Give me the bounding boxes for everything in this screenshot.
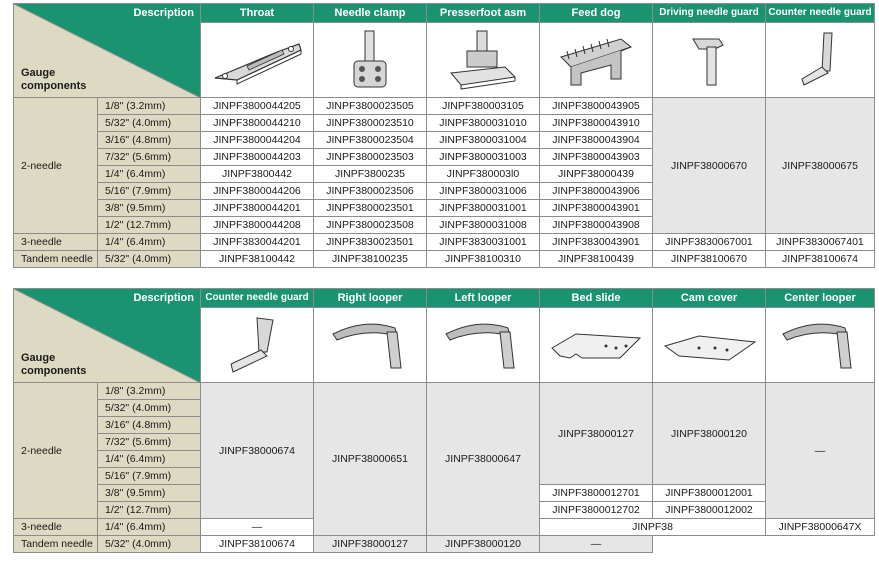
table-corner-header	[14, 4, 201, 98]
table-row	[14, 383, 875, 400]
size-label: 1/4" (6.4mm)	[98, 166, 201, 183]
size-label: 5/32" (4.0mm)	[98, 251, 201, 268]
column-header-driving-needle-guard: Driving needle guard	[653, 4, 766, 23]
right-looper-image	[314, 308, 427, 383]
column-header-counter-needle-guard: Counter needle guard	[766, 4, 875, 23]
description-label: Description	[133, 7, 194, 19]
gauge-components-label: Gauge components	[21, 352, 87, 377]
size-label: 3/16" (4.8mm)	[98, 132, 201, 149]
feed-dog-code: JINPF3800043910	[540, 115, 653, 132]
counter-needle-guard-image	[766, 23, 875, 98]
throat-code: JINPF3800044206	[201, 183, 314, 200]
size-label: 5/32" (4.0mm)	[98, 536, 201, 553]
presserfoot-icon	[443, 27, 523, 93]
needle-clamp-code: JINPF38100235	[314, 251, 427, 268]
needle-clamp-image	[314, 23, 427, 98]
presserfoot-code: JINPF3830031001	[427, 234, 540, 251]
table-row	[14, 251, 875, 268]
needle-clamp-icon	[340, 27, 400, 93]
feed-dog-code: JINPF38000439	[540, 166, 653, 183]
size-label: 1/8" (3.2mm)	[98, 98, 201, 115]
bed-slide-code: JINPF3800012702	[540, 502, 653, 519]
group-label-3-needle: 3-needle	[14, 234, 98, 251]
driving-needle-guard-code: JINPF38100670	[653, 251, 766, 268]
size-label: 1/8" (3.2mm)	[98, 383, 201, 400]
size-label: 1/4" (6.4mm)	[98, 451, 201, 468]
counter-needle-guard-image	[201, 308, 314, 383]
throat-code: JINPF3800044210	[201, 115, 314, 132]
presserfoot-code: JINPF3800031010	[427, 115, 540, 132]
center-looper-code: JINPF38000647X	[766, 519, 875, 536]
column-header-left-looper: Left looper	[427, 289, 540, 308]
cam-cover-code: JINPF3800012001	[653, 485, 766, 502]
feed-dog-image	[540, 23, 653, 98]
column-header-feed-dog: Feed dog	[540, 4, 653, 23]
table-corner-header	[14, 289, 201, 383]
center-looper-icon	[775, 312, 865, 378]
driving-needle-guard-code: JINPF38000670	[653, 98, 766, 234]
presserfoot-code: JINPF3800031001	[427, 200, 540, 217]
driving-needle-guard-icon	[679, 27, 739, 93]
counter-needle-guard-code: JINPF38000675	[766, 98, 875, 234]
size-label: 3/8" (9.5mm)	[98, 485, 201, 502]
counter-needle-guard-code: JINPF38100674	[766, 251, 875, 268]
presserfoot-image	[427, 23, 540, 98]
gauge-table-2	[13, 288, 875, 553]
counter-needle-guard-code: JINPF38000674	[201, 383, 314, 519]
size-label: 7/32" (5.6mm)	[98, 149, 201, 166]
needle-clamp-code: JINPF3800023505	[314, 98, 427, 115]
throat-plate-icon	[207, 30, 307, 90]
left-looper-image	[427, 308, 540, 383]
left-looper-icon	[438, 312, 528, 378]
size-label: 5/32" (4.0mm)	[98, 400, 201, 417]
column-header-center-looper: Center looper	[766, 289, 875, 308]
cam-cover-image	[653, 308, 766, 383]
size-label: 5/16" (7.9mm)	[98, 468, 201, 485]
throat-code: JINPF3800044208	[201, 217, 314, 234]
size-label: 1/2" (12.7mm)	[98, 217, 201, 234]
presserfoot-code: JINPF3800031008	[427, 217, 540, 234]
size-label: 5/16" (7.9mm)	[98, 183, 201, 200]
needle-clamp-code: JINPF3830023501	[314, 234, 427, 251]
feed-dog-code: JINPF3800043905	[540, 98, 653, 115]
throat-code: JINPF3830044201	[201, 234, 314, 251]
center-looper-code: —	[540, 536, 653, 553]
right-looper-code: JINPF38000651	[314, 383, 427, 536]
column-header-throat: Throat	[201, 4, 314, 23]
table-row	[14, 536, 875, 553]
feed-dog-icon	[551, 27, 641, 93]
group-label-tandem-needle: Tandem needle	[14, 536, 98, 553]
driving-needle-guard-code: JINPF3830067001	[653, 234, 766, 251]
size-label: 1/4" (6.4mm)	[98, 234, 201, 251]
description-label: Description	[133, 292, 194, 304]
throat-code: JINPF3800044203	[201, 149, 314, 166]
cam-cover-code: JINPF38000120	[427, 536, 540, 553]
needle-clamp-code: JINPF3800023503	[314, 149, 427, 166]
gauge-components-label: Gauge components	[21, 67, 87, 92]
counter-needle-guard-code: —	[201, 519, 314, 536]
feed-dog-code: JINPF3800043903	[540, 149, 653, 166]
feed-dog-code: JINPF3800043901	[540, 200, 653, 217]
right-looper-icon	[325, 312, 415, 378]
feed-dog-code: JINPF38100439	[540, 251, 653, 268]
presserfoot-code: JINPF380003l0	[427, 166, 540, 183]
feed-dog-code: JINPF3800043904	[540, 132, 653, 149]
feed-dog-code: JINPF3800043908	[540, 217, 653, 234]
needle-clamp-code: JINPF3800023510	[314, 115, 427, 132]
presserfoot-code: JINPF380003105	[427, 98, 540, 115]
presserfoot-code: JINPF38100310	[427, 251, 540, 268]
feed-dog-code: JINPF3830043901	[540, 234, 653, 251]
size-label: 3/16" (4.8mm)	[98, 417, 201, 434]
size-label: 1/2" (12.7mm)	[98, 502, 201, 519]
group-label-tandem-needle: Tandem needle	[14, 251, 98, 268]
bed-slide-icon	[546, 312, 646, 378]
size-label: 7/32" (5.6mm)	[98, 434, 201, 451]
table-row	[14, 98, 875, 115]
throat-code: JINPF38100442	[201, 251, 314, 268]
needle-clamp-code: JINPF3800235	[314, 166, 427, 183]
cam-cover-code: JINPF3800012002	[653, 502, 766, 519]
center-looper-code: —	[766, 383, 875, 519]
counter-needle-guard-icon	[217, 312, 297, 378]
table-row	[14, 234, 875, 251]
needle-clamp-code: JINPF3800023504	[314, 132, 427, 149]
column-header-needle-clamp: Needle clamp	[314, 4, 427, 23]
size-label: 3/8" (9.5mm)	[98, 200, 201, 217]
cam-cover-code: JINPF38000120	[653, 383, 766, 485]
size-label: 1/4" (6.4mm)	[98, 519, 201, 536]
feed-dog-code: JINPF3800043906	[540, 183, 653, 200]
bed-slide-code: JINPF3800012701	[540, 485, 653, 502]
throat-code: JINPF3800044205	[201, 98, 314, 115]
needle-clamp-code: JINPF3800023506	[314, 183, 427, 200]
needle-clamp-code: JINPF3800023501	[314, 200, 427, 217]
counter-needle-guard-icon	[790, 27, 850, 93]
needle-clamp-code: JINPF3800023508	[314, 217, 427, 234]
size-label: 5/32" (4.0mm)	[98, 115, 201, 132]
bed-slide-image	[540, 308, 653, 383]
group-label-2-needle: 2-needle	[14, 98, 98, 234]
bed-slide-code: JINPF38000127	[540, 383, 653, 485]
throat-code: JINPF3800044204	[201, 132, 314, 149]
column-header-presserfoot: Presserfoot asm	[427, 4, 540, 23]
group-label-3-needle: 3-needle	[14, 519, 98, 536]
driving-needle-guard-image	[653, 23, 766, 98]
center-looper-image	[766, 308, 875, 383]
column-header-cam-cover: Cam cover	[653, 289, 766, 308]
column-header-right-looper: Right looper	[314, 289, 427, 308]
left-looper-code: JINPF38000647	[427, 383, 540, 536]
bed-slide-cam-cover-code: JINPF38	[540, 519, 766, 536]
counter-needle-guard-code: JINPF38100674	[201, 536, 314, 553]
group-label-2-needle: 2-needle	[14, 383, 98, 519]
throat-code: JINPF3800442	[201, 166, 314, 183]
presserfoot-code: JINPF3800031003	[427, 149, 540, 166]
gauge-table-1	[13, 3, 875, 268]
presserfoot-code: JINPF3800031006	[427, 183, 540, 200]
throat-code: JINPF3800044201	[201, 200, 314, 217]
bed-slide-code: JINPF38000127	[314, 536, 427, 553]
presserfoot-code: JINPF3800031004	[427, 132, 540, 149]
throat-image	[201, 23, 314, 98]
counter-needle-guard-code: JINPF3830067401	[766, 234, 875, 251]
cam-cover-icon	[659, 312, 759, 378]
column-header-counter-needle-guard: Counter needle guard	[201, 289, 314, 308]
column-header-bed-slide: Bed slide	[540, 289, 653, 308]
